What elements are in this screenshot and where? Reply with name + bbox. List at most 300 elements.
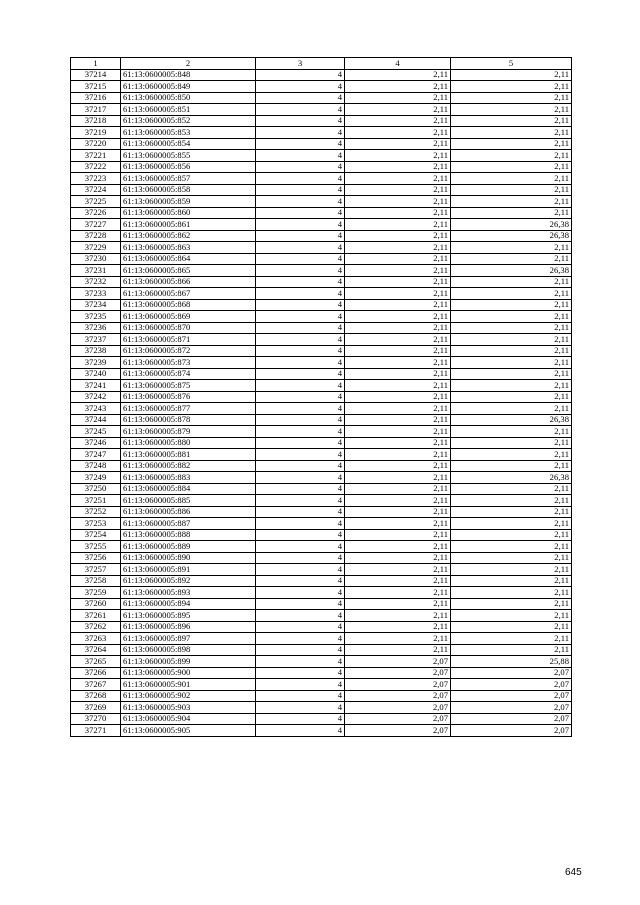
col-3-cell: 4 (256, 587, 345, 599)
row-number-cell: 37268 (71, 690, 121, 702)
table-row (71, 656, 572, 668)
cadastral-number-cell: 61:13:0600005:884 (121, 483, 256, 495)
col-4-cell: 2,11 (345, 529, 451, 541)
header-col-1: 1 (71, 58, 121, 70)
table-row (71, 69, 572, 81)
col-3-cell: 4 (256, 541, 345, 553)
table-row (71, 253, 572, 265)
row-number-cell: 37214 (71, 69, 121, 81)
cadastral-number-cell: 61:13:0600005:900 (121, 667, 256, 679)
cadastral-number-cell: 61:13:0600005:896 (121, 621, 256, 633)
col-4-cell: 2,07 (345, 656, 451, 668)
cadastral-number-cell: 61:13:0600005:901 (121, 679, 256, 691)
col-5-cell: 2,07 (451, 679, 572, 691)
col-3-cell: 4 (256, 196, 345, 208)
col-3-cell: 4 (256, 150, 345, 162)
col-5-cell: 2,11 (451, 437, 572, 449)
col-5-cell: 2,07 (451, 702, 572, 714)
row-number-cell: 37232 (71, 276, 121, 288)
header-col-3: 3 (256, 58, 345, 70)
cadastral-number-cell: 61:13:0600005:905 (121, 725, 256, 737)
table-row (71, 311, 572, 323)
row-number-cell: 37218 (71, 115, 121, 127)
col-4-cell: 2,11 (345, 368, 451, 380)
col-4-cell: 2,11 (345, 150, 451, 162)
col-4-cell: 2,11 (345, 138, 451, 150)
col-3-cell: 4 (256, 311, 345, 323)
col-5-cell: 2,11 (451, 81, 572, 93)
cadastral-number-cell: 61:13:0600005:862 (121, 230, 256, 242)
row-number-cell: 37221 (71, 150, 121, 162)
row-number-cell: 37270 (71, 713, 121, 725)
col-3-cell: 4 (256, 725, 345, 737)
table-row (71, 725, 572, 737)
col-5-cell: 2,11 (451, 92, 572, 104)
col-4-cell: 2,11 (345, 127, 451, 139)
row-number-cell: 37249 (71, 472, 121, 484)
table-row (71, 460, 572, 472)
row-number-cell: 37231 (71, 265, 121, 277)
col-4-cell: 2,11 (345, 230, 451, 242)
header-col-2: 2 (121, 58, 256, 70)
cadastral-number-cell: 61:13:0600005:891 (121, 564, 256, 576)
col-3-cell: 4 (256, 299, 345, 311)
col-3-cell: 4 (256, 679, 345, 691)
col-4-cell: 2,11 (345, 253, 451, 265)
col-4-cell: 2,11 (345, 610, 451, 622)
col-4-cell: 2,07 (345, 713, 451, 725)
cadastral-number-cell: 61:13:0600005:880 (121, 437, 256, 449)
row-number-cell: 37229 (71, 242, 121, 254)
table-row (71, 598, 572, 610)
col-4-cell: 2,11 (345, 104, 451, 116)
cadastral-number-cell: 61:13:0600005:867 (121, 288, 256, 300)
row-number-cell: 37256 (71, 552, 121, 564)
col-3-cell: 4 (256, 334, 345, 346)
col-4-cell: 2,11 (345, 265, 451, 277)
col-4-cell: 2,11 (345, 357, 451, 369)
row-number-cell: 37264 (71, 644, 121, 656)
col-4-cell: 2,11 (345, 437, 451, 449)
row-number-cell: 37226 (71, 207, 121, 219)
cadastral-number-cell: 61:13:0600005:873 (121, 357, 256, 369)
table-row (71, 575, 572, 587)
col-5-cell: 2,11 (451, 391, 572, 403)
table-row (71, 322, 572, 334)
table-row (71, 380, 572, 392)
table-row (71, 184, 572, 196)
page-number: 645 (565, 867, 582, 878)
col-3-cell: 4 (256, 552, 345, 564)
row-number-cell: 37260 (71, 598, 121, 610)
table-row (71, 265, 572, 277)
col-3-cell: 4 (256, 633, 345, 645)
cadastral-number-cell: 61:13:0600005:898 (121, 644, 256, 656)
col-5-cell: 2,11 (451, 357, 572, 369)
col-5-cell: 2,11 (451, 587, 572, 599)
table-row (71, 414, 572, 426)
row-number-cell: 37246 (71, 437, 121, 449)
table-row (71, 104, 572, 116)
cadastral-number-cell: 61:13:0600005:892 (121, 575, 256, 587)
col-5-cell: 2,11 (451, 69, 572, 81)
table-row (71, 472, 572, 484)
table-row (71, 299, 572, 311)
col-5-cell: 26,38 (451, 472, 572, 484)
cadastral-number-cell: 61:13:0600005:863 (121, 242, 256, 254)
cadastral-number-cell: 61:13:0600005:895 (121, 610, 256, 622)
row-number-cell: 37253 (71, 518, 121, 530)
col-5-cell: 2,07 (451, 690, 572, 702)
col-4-cell: 2,11 (345, 69, 451, 81)
col-4-cell: 2,11 (345, 495, 451, 507)
col-3-cell: 4 (256, 598, 345, 610)
col-5-cell: 2,11 (451, 449, 572, 461)
table-row (71, 127, 572, 139)
col-4-cell: 2,11 (345, 460, 451, 472)
col-4-cell: 2,07 (345, 725, 451, 737)
col-3-cell: 4 (256, 495, 345, 507)
row-number-cell: 37261 (71, 610, 121, 622)
col-3-cell: 4 (256, 380, 345, 392)
col-5-cell: 2,11 (451, 276, 572, 288)
table-row (71, 633, 572, 645)
col-5-cell: 2,11 (451, 138, 572, 150)
col-4-cell: 2,11 (345, 506, 451, 518)
col-3-cell: 4 (256, 483, 345, 495)
cadastral-number-cell: 61:13:0600005:851 (121, 104, 256, 116)
col-4-cell: 2,11 (345, 92, 451, 104)
col-4-cell: 2,11 (345, 414, 451, 426)
row-number-cell: 37251 (71, 495, 121, 507)
col-3-cell: 4 (256, 161, 345, 173)
col-5-cell: 2,11 (451, 207, 572, 219)
col-3-cell: 4 (256, 138, 345, 150)
col-5-cell: 2,07 (451, 725, 572, 737)
col-4-cell: 2,11 (345, 391, 451, 403)
row-number-cell: 37241 (71, 380, 121, 392)
cadastral-number-cell: 61:13:0600005:876 (121, 391, 256, 403)
row-number-cell: 37222 (71, 161, 121, 173)
table-header (71, 58, 572, 70)
col-5-cell: 2,11 (451, 552, 572, 564)
row-number-cell: 37263 (71, 633, 121, 645)
cadastral-number-cell: 61:13:0600005:886 (121, 506, 256, 518)
col-3-cell: 4 (256, 81, 345, 93)
col-5-cell: 2,11 (451, 529, 572, 541)
cadastral-number-cell: 61:13:0600005:861 (121, 219, 256, 231)
col-4-cell: 2,11 (345, 644, 451, 656)
table-row (71, 518, 572, 530)
table-row (71, 621, 572, 633)
row-number-cell: 37247 (71, 449, 121, 461)
table-row (71, 403, 572, 415)
row-number-cell: 37244 (71, 414, 121, 426)
row-number-cell: 37240 (71, 368, 121, 380)
col-3-cell: 4 (256, 104, 345, 116)
table-row (71, 92, 572, 104)
col-3-cell: 4 (256, 529, 345, 541)
col-4-cell: 2,11 (345, 598, 451, 610)
cadastral-number-cell: 61:13:0600005:882 (121, 460, 256, 472)
col-4-cell: 2,11 (345, 518, 451, 530)
table-row (71, 483, 572, 495)
col-3-cell: 4 (256, 702, 345, 714)
cadastral-number-cell: 61:13:0600005:902 (121, 690, 256, 702)
col-5-cell: 2,11 (451, 161, 572, 173)
table-row (71, 150, 572, 162)
col-5-cell: 2,11 (451, 104, 572, 116)
col-4-cell: 2,11 (345, 184, 451, 196)
cadastral-number-cell: 61:13:0600005:885 (121, 495, 256, 507)
col-4-cell: 2,11 (345, 552, 451, 564)
table-body (71, 69, 572, 736)
cadastral-number-cell: 61:13:0600005:857 (121, 173, 256, 185)
cadastral-number-cell: 61:13:0600005:874 (121, 368, 256, 380)
col-5-cell: 2,11 (451, 495, 572, 507)
col-5-cell: 2,07 (451, 667, 572, 679)
cadastral-number-cell: 61:13:0600005:865 (121, 265, 256, 277)
col-5-cell: 2,11 (451, 610, 572, 622)
col-3-cell: 4 (256, 345, 345, 357)
cadastral-number-cell: 61:13:0600005:889 (121, 541, 256, 553)
col-3-cell: 4 (256, 449, 345, 461)
col-3-cell: 4 (256, 610, 345, 622)
col-5-cell: 2,11 (451, 541, 572, 553)
col-4-cell: 2,11 (345, 196, 451, 208)
col-5-cell: 2,11 (451, 322, 572, 334)
table-row (71, 449, 572, 461)
table-row (71, 610, 572, 622)
col-4-cell: 2,11 (345, 173, 451, 185)
table-row (71, 368, 572, 380)
row-number-cell: 37252 (71, 506, 121, 518)
row-number-cell: 37228 (71, 230, 121, 242)
col-5-cell: 26,38 (451, 265, 572, 277)
row-number-cell: 37243 (71, 403, 121, 415)
table-row (71, 196, 572, 208)
row-number-cell: 37216 (71, 92, 121, 104)
col-4-cell: 2,07 (345, 679, 451, 691)
row-number-cell: 37217 (71, 104, 121, 116)
col-4-cell: 2,11 (345, 81, 451, 93)
col-3-cell: 4 (256, 644, 345, 656)
col-3-cell: 4 (256, 242, 345, 254)
col-4-cell: 2,11 (345, 299, 451, 311)
row-number-cell: 37267 (71, 679, 121, 691)
col-3-cell: 4 (256, 127, 345, 139)
row-number-cell: 37224 (71, 184, 121, 196)
col-4-cell: 2,11 (345, 219, 451, 231)
col-5-cell: 2,11 (451, 380, 572, 392)
col-3-cell: 4 (256, 656, 345, 668)
col-4-cell: 2,11 (345, 288, 451, 300)
col-5-cell: 26,38 (451, 230, 572, 242)
cadastral-number-cell: 61:13:0600005:877 (121, 403, 256, 415)
col-3-cell: 4 (256, 92, 345, 104)
table-row (71, 679, 572, 691)
col-5-cell: 2,11 (451, 345, 572, 357)
row-number-cell: 37245 (71, 426, 121, 438)
col-4-cell: 2,11 (345, 334, 451, 346)
col-4-cell: 2,07 (345, 690, 451, 702)
col-5-cell: 2,11 (451, 184, 572, 196)
cadastral-number-cell: 61:13:0600005:897 (121, 633, 256, 645)
col-3-cell: 4 (256, 564, 345, 576)
row-number-cell: 37233 (71, 288, 121, 300)
row-number-cell: 37262 (71, 621, 121, 633)
table-row (71, 437, 572, 449)
table-row (71, 334, 572, 346)
col-3-cell: 4 (256, 219, 345, 231)
col-4-cell: 2,11 (345, 345, 451, 357)
table-row (71, 207, 572, 219)
cadastral-number-cell: 61:13:0600005:860 (121, 207, 256, 219)
col-4-cell: 2,11 (345, 207, 451, 219)
col-5-cell: 2,11 (451, 115, 572, 127)
cadastral-number-cell: 61:13:0600005:856 (121, 161, 256, 173)
col-5-cell: 2,11 (451, 311, 572, 323)
col-3-cell: 4 (256, 368, 345, 380)
col-4-cell: 2,11 (345, 449, 451, 461)
row-number-cell: 37234 (71, 299, 121, 311)
col-3-cell: 4 (256, 426, 345, 438)
row-number-cell: 37269 (71, 702, 121, 714)
table-row (71, 506, 572, 518)
col-4-cell: 2,11 (345, 242, 451, 254)
col-4-cell: 2,11 (345, 587, 451, 599)
row-number-cell: 37225 (71, 196, 121, 208)
table-row (71, 242, 572, 254)
col-4-cell: 2,11 (345, 633, 451, 645)
col-5-cell: 2,11 (451, 403, 572, 415)
table-row (71, 564, 572, 576)
col-3-cell: 4 (256, 713, 345, 725)
col-3-cell: 4 (256, 253, 345, 265)
col-3-cell: 4 (256, 322, 345, 334)
cadastral-number-cell: 61:13:0600005:904 (121, 713, 256, 725)
col-5-cell: 2,11 (451, 518, 572, 530)
col-3-cell: 4 (256, 667, 345, 679)
cadastral-number-cell: 61:13:0600005:893 (121, 587, 256, 599)
table-row (71, 357, 572, 369)
col-3-cell: 4 (256, 391, 345, 403)
table-row (71, 690, 572, 702)
col-5-cell: 2,11 (451, 368, 572, 380)
row-number-cell: 37219 (71, 127, 121, 139)
table-row (71, 345, 572, 357)
row-number-cell: 37239 (71, 357, 121, 369)
row-number-cell: 37265 (71, 656, 121, 668)
row-number-cell: 37237 (71, 334, 121, 346)
col-3-cell: 4 (256, 230, 345, 242)
row-number-cell: 37215 (71, 81, 121, 93)
col-4-cell: 2,11 (345, 380, 451, 392)
table-row (71, 541, 572, 553)
cadastral-number-cell: 61:13:0600005:868 (121, 299, 256, 311)
cadastral-number-cell: 61:13:0600005:853 (121, 127, 256, 139)
row-number-cell: 37223 (71, 173, 121, 185)
cadastral-number-cell: 61:13:0600005:849 (121, 81, 256, 93)
col-5-cell: 26,38 (451, 219, 572, 231)
table-row (71, 173, 572, 185)
col-5-cell: 2,11 (451, 621, 572, 633)
col-4-cell: 2,11 (345, 564, 451, 576)
row-number-cell: 37248 (71, 460, 121, 472)
table-row (71, 81, 572, 93)
table-row (71, 529, 572, 541)
col-5-cell: 2,11 (451, 127, 572, 139)
cadastral-number-cell: 61:13:0600005:894 (121, 598, 256, 610)
cadastral-number-cell: 61:13:0600005:881 (121, 449, 256, 461)
table-row (71, 391, 572, 403)
cadastral-number-cell: 61:13:0600005:859 (121, 196, 256, 208)
cadastral-number-cell: 61:13:0600005:879 (121, 426, 256, 438)
col-3-cell: 4 (256, 460, 345, 472)
col-5-cell: 2,11 (451, 173, 572, 185)
row-number-cell: 37266 (71, 667, 121, 679)
table-row (71, 702, 572, 714)
row-number-cell: 37230 (71, 253, 121, 265)
row-number-cell: 37235 (71, 311, 121, 323)
col-3-cell: 4 (256, 621, 345, 633)
row-number-cell: 37236 (71, 322, 121, 334)
table-row (71, 219, 572, 231)
row-number-cell: 37258 (71, 575, 121, 587)
col-3-cell: 4 (256, 403, 345, 415)
row-number-cell: 37255 (71, 541, 121, 553)
col-3-cell: 4 (256, 357, 345, 369)
cadastral-number-cell: 61:13:0600005:848 (121, 69, 256, 81)
col-3-cell: 4 (256, 575, 345, 587)
row-number-cell: 37259 (71, 587, 121, 599)
table-row (71, 230, 572, 242)
table-row (71, 667, 572, 679)
col-4-cell: 2,11 (345, 483, 451, 495)
row-number-cell: 37238 (71, 345, 121, 357)
col-5-cell: 2,11 (451, 575, 572, 587)
col-3-cell: 4 (256, 69, 345, 81)
cadastral-number-cell: 61:13:0600005:855 (121, 150, 256, 162)
col-3-cell: 4 (256, 288, 345, 300)
col-5-cell: 2,11 (451, 598, 572, 610)
col-5-cell: 2,11 (451, 150, 572, 162)
cadastral-number-cell: 61:13:0600005:858 (121, 184, 256, 196)
row-number-cell: 37220 (71, 138, 121, 150)
table-row (71, 587, 572, 599)
cadastral-number-cell: 61:13:0600005:875 (121, 380, 256, 392)
cadastral-number-cell: 61:13:0600005:864 (121, 253, 256, 265)
col-3-cell: 4 (256, 265, 345, 277)
cadastral-number-cell: 61:13:0600005:852 (121, 115, 256, 127)
table-row (71, 161, 572, 173)
col-5-cell: 2,11 (451, 196, 572, 208)
col-5-cell: 26,38 (451, 414, 572, 426)
row-number-cell: 37257 (71, 564, 121, 576)
col-4-cell: 2,11 (345, 115, 451, 127)
cadastral-number-cell: 61:13:0600005:888 (121, 529, 256, 541)
col-3-cell: 4 (256, 437, 345, 449)
table-row (71, 495, 572, 507)
col-4-cell: 2,11 (345, 621, 451, 633)
col-5-cell: 2,11 (451, 644, 572, 656)
table-row (71, 276, 572, 288)
col-5-cell: 2,11 (451, 334, 572, 346)
table-row (71, 644, 572, 656)
col-3-cell: 4 (256, 690, 345, 702)
col-5-cell: 2,11 (451, 253, 572, 265)
col-4-cell: 2,11 (345, 276, 451, 288)
